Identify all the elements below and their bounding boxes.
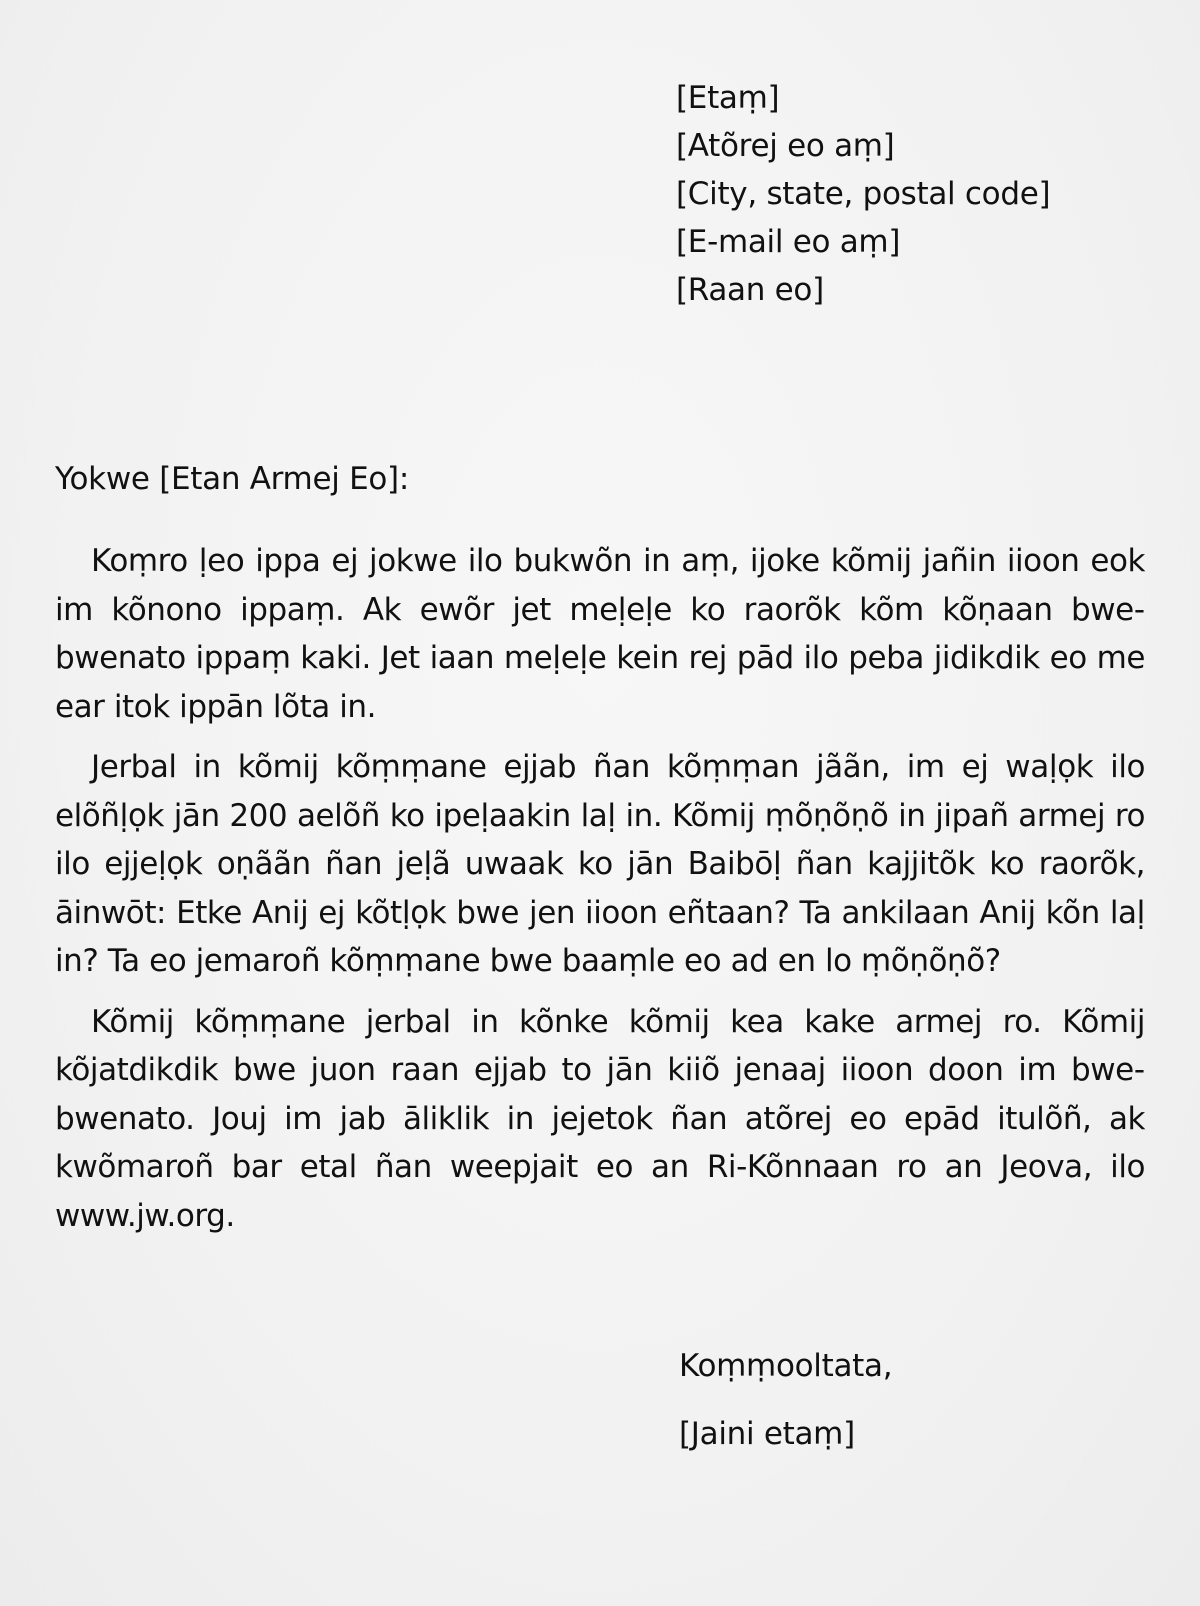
letter-body	[55, 537, 1145, 1252]
closing-phrase: Koṃṃooltata,	[679, 1348, 893, 1384]
sender-name: [Etaṃ]	[676, 80, 780, 116]
body-paragraph-1: Koṃro ḷeo ippa ej jokwe ilo bukwõn in aṃ, ijoke kõmij jañin iioon eok im kõnono ippaṃ. Ak ewõr jet meḷeḷe ko raorõk kõm kõṇaan bwebwenato ippaṃ kaki. Jet iaan meḷeḷe kein rej pād ilo peba jidikdik eo me ear itok ippān lõta in.	[55, 543, 1145, 725]
signature-placeholder: [Jaini etaṃ]	[679, 1416, 855, 1452]
body-paragraph-3: Kõmij kõṃṃane jerbal in kõnke kõmij kea kake armej ro. Kõmij kõjatdikdik bwe juon raan ejjab to jān kiiõ jenaaj iioon doon im bwebwenato. Jouj im jab āliklik in jejetok ñan atõrej eo epād itulõñ, ak kwõmaroñ bar etal ñan weepjait eo an Ri-Kõnnaan ro an Jeova, ilo www.jw.org.	[55, 1003, 1145, 1234]
letter-date: [Raan eo]	[676, 272, 824, 308]
sender-email: [E-mail eo aṃ]	[676, 224, 901, 260]
sender-address-block	[676, 74, 1156, 314]
closing-block	[679, 1342, 892, 1458]
salutation: Yokwe [Etan Armej Eo]:	[55, 461, 409, 497]
body-paragraph-2: Jerbal in kõmij kõṃṃane ejjab ñan kõṃṃan jããn, im ej waḷọk ilo elõñḷọk jān 200 aelõñ ko ipeḷaakin laḷ in. Kõmij ṃõṇõṇõ in jipañ armej ro ilo ejjeḷọk oṇããn ñan jeḷã uwaak ko jān Baibōḷ ñan kajjitõk ko raorõk, āinwōt: Etke Anij ej kõtḷọk bwe jen iioon eñtaan? Ta ankilaan Anij kõn laḷ in? Ta eo jemaroñ kõṃṃane bwe baaṃle eo ad en lo ṃõṇõṇõ?	[55, 749, 1145, 979]
sender-street-address: [Atõrej eo aṃ]	[676, 128, 895, 164]
sender-city-state-postal: [City, state, postal code]	[676, 176, 1051, 212]
